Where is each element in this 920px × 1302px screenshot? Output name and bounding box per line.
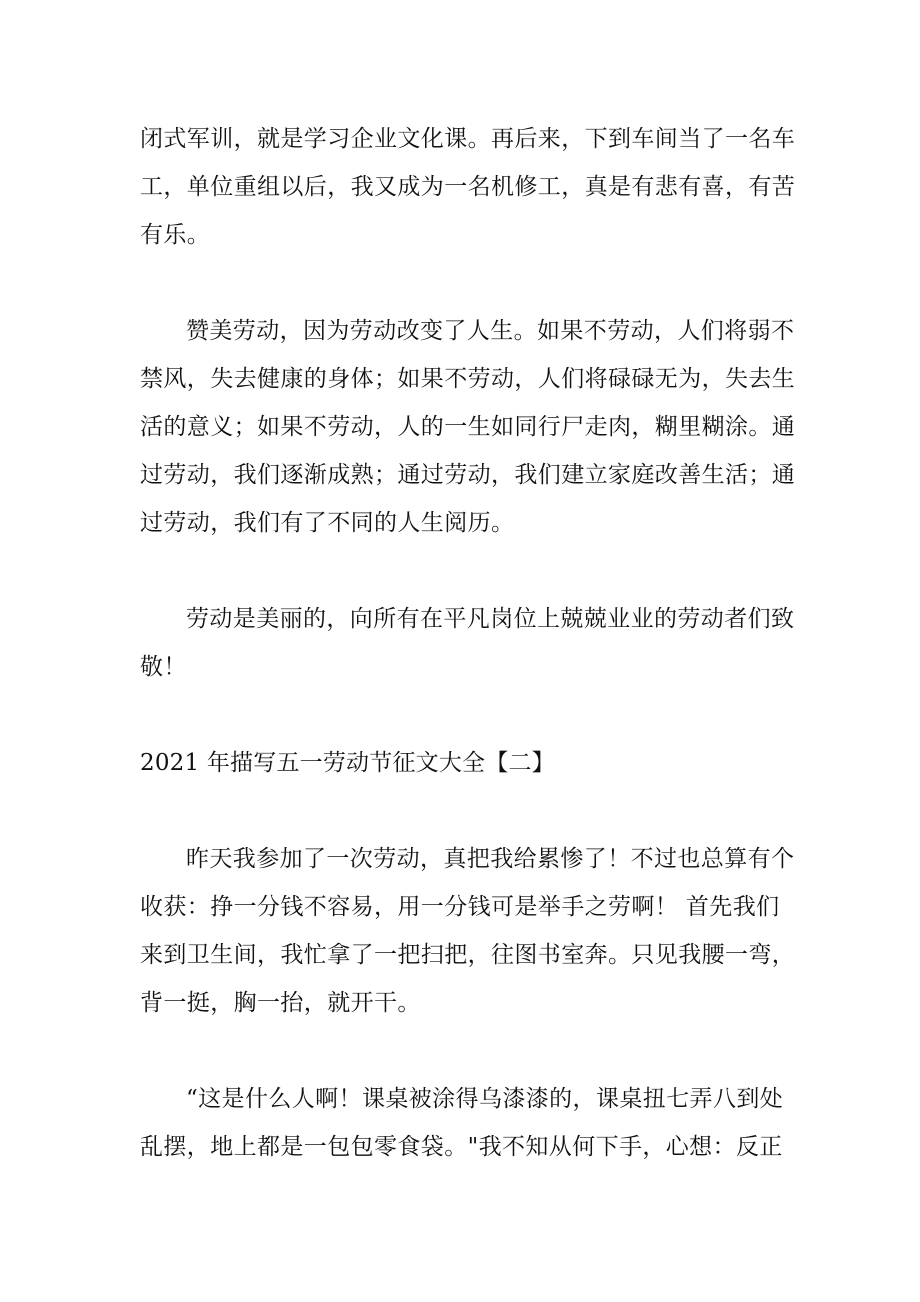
paragraph-military-training: 闭式军训，就是学习企业文化课。再后来，下到车间当了一名车工，单位重组以后，我又成为一名机修工，真是有悲有喜，有苦有乐。: [140, 126, 796, 248]
paragraph-salute-workers: 劳动是美丽的，向所有在平凡岗位上兢兢业业的劳动者们致敬！: [140, 606, 795, 680]
paragraph-classroom-mess: “这是什么人啊！课桌被涂得乌漆漆的，课桌扭七弄八到处乱摆，地上都是一包包零食袋。"我不知从何下手，心想：反正: [140, 1086, 784, 1160]
section-heading: 2021 年描写五一劳动节征文大全【二】: [140, 750, 555, 776]
paragraph-labor-experience: 昨天我参加了一次劳动，真把我给累惨了！不过也总算有个收获：挣一分钱不容易，用一分钱可是举手之劳啊！ 首先我们来到卫生间，我忙拿了一把扫把，往图书室奔。只见我腰一弯，背一挺，胸一抬，就开干。: [140, 846, 796, 1016]
paragraph-praise-labor: 赞美劳动，因为劳动改变了人生。如果不劳动，人们将弱不禁风，失去健康的身体；如果不劳动，人们将碌碌无为，失去生活的意义；如果不劳动，人的一生如同行尸走肉，糊里糊涂。通过劳动，我们逐渐成熟；通过劳动，我们建立家庭改善生活；通过劳动，我们有了不同的人生阅历。: [140, 318, 796, 536]
